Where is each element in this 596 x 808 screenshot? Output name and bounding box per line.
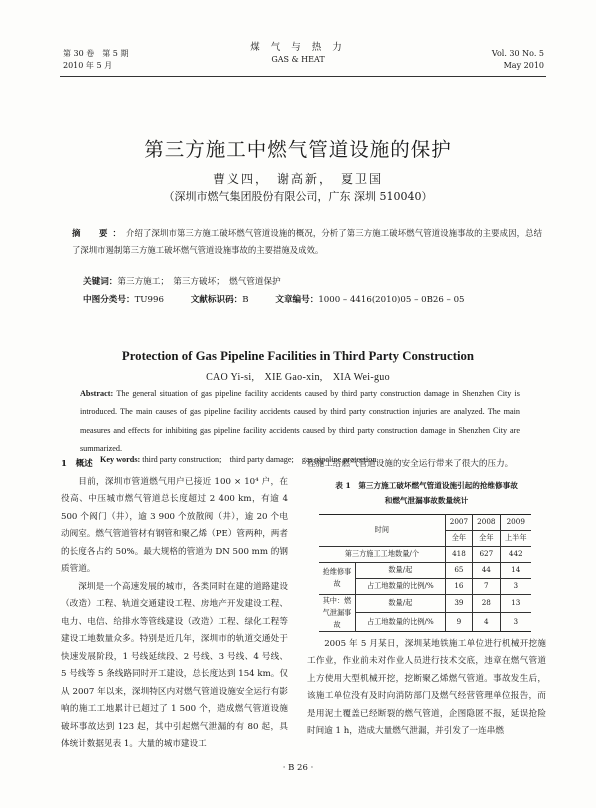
date-en: May 2010 <box>503 61 544 70</box>
keywords-cn-text: 第三方施工； 第三方破坏； 燃气管道保护 <box>117 277 281 287</box>
table-group-label: 抢维修事故 <box>319 562 356 594</box>
doc-code: 文献标识码：B <box>190 295 249 305</box>
affiliation: （深圳市燃气集团股份有限公司，广东 深圳 510040） <box>163 190 433 203</box>
table-header-year: 2008 <box>473 514 500 530</box>
table-row-label: 占工地数量的比例/% <box>356 578 446 594</box>
table-row-label: 数量/起 <box>356 594 446 613</box>
abstract-cn-label: 摘 要： <box>72 228 126 238</box>
abstract-cn <box>72 225 542 259</box>
abstract-en-label: Abstract: <box>80 389 114 398</box>
body-paragraph: 深圳是一个高速发展的城市，各类同时在建的道路建设（改造）工程、轨道交通建设工程、房地产开发建设工程、电力、电信、给排水等管线建设（改造）工程、绿化工程等建设工地数量众多。特别是近几年，深圳市的轨道交通处于快速发展阶段，1 号线延续段、2 号线、3 号线、4 号线、5 号线等 5 条线路同时开工建设，总长度达到 154 km。仅从 2007 年以来，深圳特区内对燃气管道设施安全运行有影响的施工工地累计已超过了 1 500 个，造成燃气管道设施破坏事故达到 123 起，其中引起燃气泄漏的有 80 起，具体统计数据见表 1。大量的城市建设工 <box>61 581 288 749</box>
table-row-label: 数量/起 <box>356 562 446 578</box>
body-column-left <box>61 456 288 754</box>
table-cell: 39 <box>445 594 472 613</box>
table-cell: 7 <box>473 578 500 594</box>
keywords-cn-label: 关键词： <box>83 277 118 287</box>
header-rule <box>60 76 546 77</box>
section-heading: 1 概述 <box>61 459 93 469</box>
article-number: 文章编号：1000 – 4416(2010)05 – 0B26 – 05 <box>275 295 465 305</box>
body-paragraph: 目前，深圳市管道燃气用户已接近 100 × 10⁴ 户，在役高、中压城市燃气管道总长度超过 2 400 km，有逾 4 500 个阀门（井），逾 3 900 个放散阀（井），逾 20 个电动阀室。燃气管道管材有钢管和聚乙烯（PE）管两种，两者的长度各占约 50%。最大规格的管道为 DN 500 mm 的钢质管道。 <box>61 476 288 574</box>
table-cell: 627 <box>473 546 500 562</box>
paper-title: 第三方施工中燃气管道设施的保护 <box>144 138 452 161</box>
table-cell: 65 <box>445 562 472 578</box>
table-header-year: 2009 <box>500 514 531 530</box>
clc-code: 中图分类号：TU996 <box>83 295 164 305</box>
running-header-right <box>492 48 544 72</box>
volume-en: Vol. 30 No. 5 <box>491 49 544 58</box>
table-header-time: 时间 <box>319 514 445 546</box>
table-cell: 3 <box>500 613 531 632</box>
abstract-en <box>80 385 520 459</box>
table-cell: 418 <box>445 546 472 562</box>
body-paragraph: 程施工给燃气管道设施的安全运行带来了很大的压力。 <box>307 459 514 469</box>
date-cn: 2010 年 5 月 <box>63 61 113 70</box>
table-row-label: 占工地数量的比例/% <box>356 613 446 632</box>
table-cell: 44 <box>473 562 500 578</box>
table-header-period: 全年 <box>473 530 500 546</box>
keywords-en-text: third party construction; third party damage; gas pipeline protection <box>142 455 377 464</box>
authors: 曹义四， 谢高新， 夏卫国 <box>212 172 383 186</box>
authors-en: CAO Yi-si, XIE Gao-xin, XIA Wei-guo <box>206 372 390 383</box>
body-column-right <box>307 456 546 741</box>
journal-name-en: GAS & HEAT <box>271 55 325 64</box>
body-paragraph: 2005 年 5 月某日，深圳某地铁施工单位进行机械开挖施工作业，作业前未对作业人员进行技术交底，违章在燃气管道上方使用大型机械开挖，挖断聚乙烯燃气管道。事故发生后，该施工单位没有及时向消防部门及燃气经营管理单位报告，而是用泥土覆盖已经断裂的燃气管道，企图隐匿不报，延误抢险时间逾 1 h，造成大量燃气泄漏，并引发了一连串燃 <box>307 638 546 736</box>
abstract-en-text: The general situation of gas pipeline facility accidents caused by third party construction damage in Shenzhen City is introduced. The main causes of gas pipeline facility accidents caused by third party construction injuries are analyzed. The main measures and effects for inhibiting gas pipeline facility accidents caused by third party construction damage in Shenzhen City are summarized. <box>80 389 520 454</box>
table-cell: 14 <box>500 562 531 578</box>
table-cell: 28 <box>473 594 500 613</box>
statistics-table <box>319 514 531 632</box>
classification-row <box>83 293 489 305</box>
table-header-period: 上半年 <box>500 530 531 546</box>
table-header-year: 2007 <box>445 514 472 530</box>
table-group-label: 其中：燃气泄漏事故 <box>319 594 356 631</box>
table-cell: 13 <box>500 594 531 613</box>
table-row-label: 第三方施工工地数量/个 <box>319 546 445 562</box>
table-cell: 16 <box>445 578 472 594</box>
table-caption: 表 1 第三方施工破坏燃气管道设施引起的抢维修事故 和燃气泄漏事故数量统计 <box>335 480 518 505</box>
table-cell: 3 <box>500 578 531 594</box>
keywords-cn <box>83 275 281 287</box>
paper-title-en: Protection of Gas Pipeline Facilities in Third Party Construction <box>121 349 475 363</box>
page-number: · B 26 · <box>282 763 314 773</box>
table-cell: 4 <box>473 613 500 632</box>
table-cell: 9 <box>445 613 472 632</box>
table-cell: 442 <box>500 546 531 562</box>
journal-name-cn: 煤 气 与 热 力 <box>250 42 346 53</box>
keywords-en-label: Key words: <box>100 455 141 464</box>
table-header-period: 全年 <box>445 530 472 546</box>
abstract-cn-text: 介绍了深圳市第三方施工破坏燃气管道设施的概况，分析了第三方施工破坏燃气管道设施事故的主要成因，总结了深圳市遏制第三方施工破坏燃气管道设施事故的主要措施及成效。 <box>72 228 543 255</box>
volume-cn: 第 30 卷 第 5 期 <box>63 49 129 58</box>
